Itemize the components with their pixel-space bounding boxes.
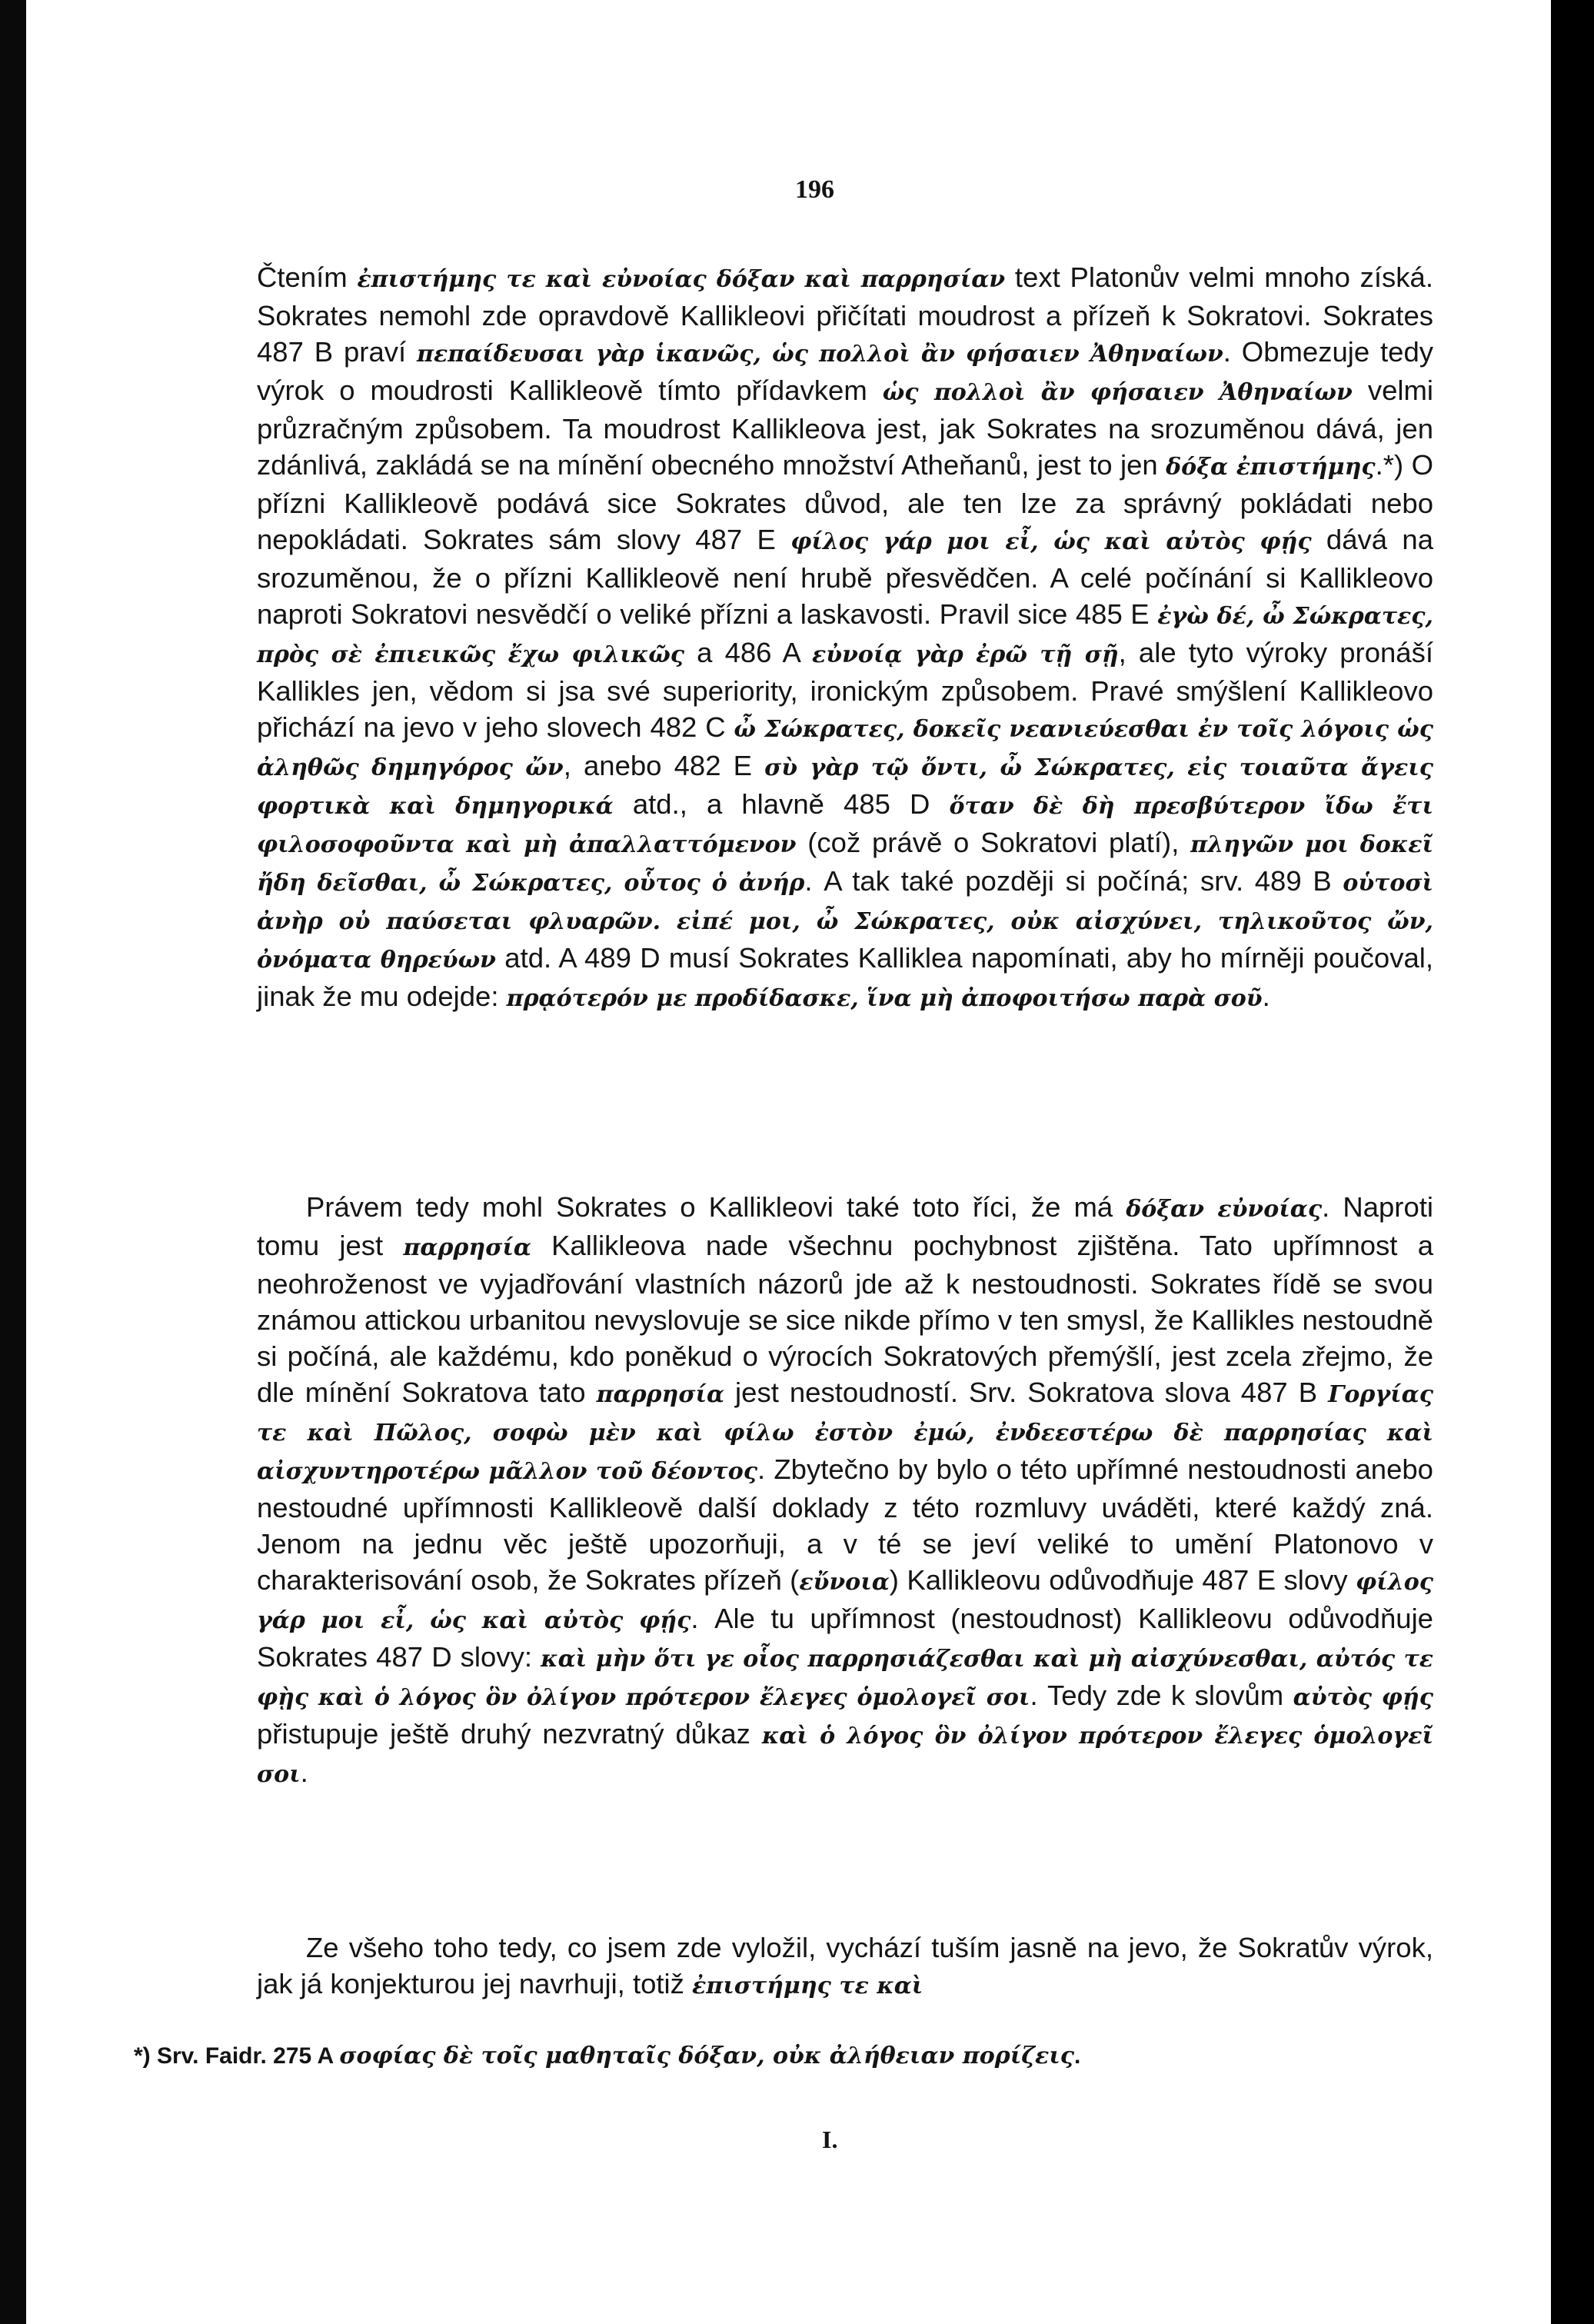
greek-quote: αὐτὸς φῄς — [1293, 1684, 1433, 1711]
greek-quote: ὅταν δὲ δὴ πρεσβύτερον ἴδω ἔτι φιλοσοφοῦντα καὶ μὴ ἀπαλλαττόμενον — [257, 793, 1433, 858]
greek-quote: φίλος γάρ μοι εἶ, ὡς καὶ αὐτὸς φῄς — [790, 528, 1312, 555]
page-sheet — [26, 0, 1551, 2324]
footnote: *) Srv. Faidr. 275 A σοφίας δὲ τοῖς μαθηταῖς δόξαν, οὐκ ἀλήθειαν πορίζεις. — [134, 2043, 1081, 2069]
page-number: 196 — [795, 175, 834, 204]
greek-quote: οὑτοσὶ ἀνὴρ οὐ παύσεται φλυαρῶν. εἰπέ μοι, ὦ Σώκρατες, οὐκ αἰσχύνει, τηλικοῦτος ὤν, ὀνόματα θηρεύων — [257, 870, 1433, 974]
greek-quote: πληγῶν μοι δοκεῖ ἤδη δεῖσθαι, ὦ Σώκρατες, οὗτος ὁ ἀνήρ — [257, 831, 1433, 897]
paragraph-1: Čtením ἐπιστήμης τε καὶ εὐνοίας δόξαν καὶ παρρησίαν text Platonův velmi mnoho získá. Sokrates nemohl zde opravdově Kallikleovi přičítati moudrost a přízeň k Sokratovi. Sokrates 487 B praví πεπαίδευσαι γὰρ ἱκανῶς, ὡς πολλοὶ ἂν φήσαιεν Ἀθηναίων. Obmezuje tedy výrok o moudrosti Kallikleově tímto přídavkem ὡς πολλοὶ ἂν φήσαιεν Ἀθηναίων velmi průzračným způsobem. Ta moudrost Kallikleova jest, jak Sokrates na srozuměnou dává, jen zdánlivá, zakládá se na mínění obecného množství Atheňanů, jest to jen δόξα ἐπιστήμης.*) O přízni Kallikleově podává sice Sokrates důvod, ale ten lze za správný pokládati nebo nepokládati. Sokrates sám slovy 487 E φίλος γάρ μοι εἶ, ὡς καὶ αὐτὸς φῄς dává na srozuměnou, že o přízni Kallikleově není hrubě přesvědčen. A celé počínání si Kallikleovo naproti Sokratovi nesvědčí o veliké přízni a laskavosti. Pravil sice 485 E ἐγὼ δέ, ὦ Σώκρατες, πρὸς σὲ ἐπιεικῶς ἔχω φιλικῶς a 486 A εὐνοίᾳ γὰρ ἐρῶ τῇ σῇ, ale tyto výroky pronáší Kallikles jen, vědom si jsa své superiority, ironickým způsobem. Pravé smýšlení Kallikleovo přichází na jevo v jeho slovech 482 C ὦ Σώκρατες, δοκεῖς νεανιεύεσθαι ἐν τοῖς λόγοις ὡς ἀληθῶς δημηγόρος ὤν, anebo 482 E σὺ γὰρ τῷ ὄντι, ὦ Σώκρατες, εἰς τοιαῦτα ἄγεις φορτικὰ καὶ δημηγορικά atd., a hlavně 485 D ὅταν δὲ δὴ πρεσβύτερον ἴδω ἔτι φιλοσοφοῦντα καὶ μὴ ἀπαλλαττόμενον (což právě o Sokratovi platí), πληγῶν μοι δοκεῖ ἤδη δεῖσθαι, ὦ Σώκρατες, οὗτος ὁ ἀνήρ. A tak také později si počíná; srv. 489 B οὑτοσὶ ἀνὴρ οὐ παύσεται φλυαρῶν. εἰπέ μοι, ὦ Σώκρατες, οὐκ αἰσχύνει, τηλικοῦτος ὤν, ὀνόματα θηρεύων atd. A 489 D musí Sokrates Kalliklea napomínati, aby ho mírněji poučoval, jinak že mu odejde: πρᾳότερόν με προδίδασκε, ἵνα μὴ ἀποφοιτήσω παρὰ σοῦ. — [257, 261, 1434, 1012]
paragraph-2: Právem tedy mohl Sokrates o Kallikleovi také toto říci, že má δόξαν εὐνοίας. Naproti tomu jest παρρησία Kallikleova nade všechnu pochybnost zjištěna. Tato upřímnost a neohroženost ve vyjadřování vlastních názorů jde až k nestoudnosti. Sokrates řídě se svou známou attickou urbanitou nevyslovuje se sice nikde přímo v ten smysl, že Kallikles nestoudně si počíná, ale každému, kdo poněkud o výrocích Sokratových přemýšlí, jest zcela zřejmo, že dle mínění Sokratova tato παρρησία jest nestoudností. Srv. Sokratova slova 487 B Γοργίας τε καὶ Πῶλος, σοφὼ μὲν καὶ φίλω ἐστὸν ἐμώ, ἐνδεεστέρω δὲ παρρησίας καὶ αἰσχυντηροτέρω μᾶλλον τοῦ δέοντος. Zbytečno by bylo o této upřímné nestoudnosti anebo nestoudné upřímnosti Kallikleově další doklady z této rozmluvy uváděti, které každý zná. Jenom na jednu věc ještě upozorňuji, a v té se jeví veliké to umění Platonovo v charakterisování osob, že Sokrates přízeň (εὔνοια) Kallikleovu odůvodňuje 487 E slovy φίλος γάρ μοι εἶ, ὡς καὶ αὐτὸς φῄς. Ale tu upřímnost (nestoudnost) Kallikleovu odůvodňuje Sokrates 487 D slovy: καὶ μὴν ὅτι γε οἷος παρρησιάζεσθαι καὶ μὴ αἰσχύνεσθαι, αὐτός τε φῂς καὶ ὁ λόγος ὃν ὀλίγον πρότερον ἔλεγες ὁμολογεῖ σοι. Tedy zde k slovům αὐτὸς φῄς přistupuje ještě druhý nezvratný důkaz καὶ ὁ λόγος ὃν ὀλίγον πρότερον ἔλεγες ὁμολογεῖ σοι. — [257, 1191, 1434, 1788]
greek-quote: καὶ μὴν ὅτι γε οἷος παρρησιάζεσθαι καὶ μὴ αἰσχύνεσθαι, αὐτός τε φῂς καὶ ὁ λόγος ὃν ὀλίγον πρότερον ἔλεγες ὁμολογεῖ σοι — [257, 1646, 1433, 1711]
greek-quote: παρρησία — [596, 1381, 725, 1408]
scan-border-left — [0, 0, 26, 2324]
greek-quote: Γοργίας τε καὶ Πῶλος, σοφὼ μὲν καὶ φίλω ἐστὸν ἐμώ, ἐνδεεστέρω δὲ παρρησίας καὶ αἰσχυντηροτέρω μᾶλλον τοῦ δέοντος — [257, 1381, 1434, 1485]
greek-quote: εὐνοίᾳ γὰρ ἐρῶ τῇ σῇ — [812, 641, 1119, 668]
greek-quote: δόξα ἐπιστήμης — [1166, 454, 1376, 481]
greek-quote: δόξαν εὐνοίας — [1126, 1196, 1323, 1223]
greek-quote: ἐπιστήμης τε καὶ εὐνοίας δόξαν καὶ παρρησίαν — [357, 266, 1006, 293]
paragraph-3: Ze všeho toho tedy, co jsem zde vyložil, vychází tuším jasně na jevo, že Sokratův výrok, jak já konjekturou jej navrhuji, totiž ἐπιστήμης τε καὶ — [257, 1932, 1433, 1999]
greek-quote: ἐγὼ δέ, ὦ Σώκρατες, πρὸς σὲ ἐπιεικῶς ἔχω φιλικῶς — [257, 603, 1433, 668]
scan-border-right — [1551, 0, 1594, 2324]
greek-quote: σὺ γὰρ τῷ ὄντι, ὦ Σώκρατες, εἰς τοιαῦτα ἄγεις φορτικὰ καὶ δημηγορικά — [257, 754, 1433, 820]
greek-quote: πεπαίδευσαι γὰρ ἱκανῶς, ὡς πολλοὶ ἂν φήσαιεν Ἀθηναίων — [417, 341, 1223, 368]
greek-quote: φίλος γάρ μοι εἶ, ὡς καὶ αὐτὸς φῄς — [257, 1569, 1434, 1634]
greek-quote: σοφίας δὲ τοῖς μαθηταῖς δόξαν, οὐκ ἀλήθειαν πορίζεις — [339, 2043, 1075, 2069]
greek-quote: ἐπιστήμης τε καὶ — [692, 1973, 923, 1999]
greek-quote: πρᾳότερόν με προδίδασκε, ἵνα μὴ ἀποφοιτήσω παρὰ σοῦ — [506, 985, 1263, 1012]
greek-quote: ὦ Σώκρατες, δοκεῖς νεανιεύεσθαι ἐν τοῖς λόγοις ὡς ἀληθῶς δημηγόρος ὤν — [257, 716, 1433, 781]
greek-quote: ὡς πολλοὶ ἂν φήσαιεν Ἀθηναίων — [882, 379, 1353, 406]
greek-quote: εὔνοια — [799, 1569, 890, 1596]
greek-quote: καὶ ὁ λόγος ὃν ὀλίγον πρότερον ἔλεγες ὁμολογεῖ σοι — [257, 1723, 1433, 1788]
signature-mark: I. — [822, 2126, 838, 2153]
greek-quote: παρρησία — [403, 1234, 531, 1261]
